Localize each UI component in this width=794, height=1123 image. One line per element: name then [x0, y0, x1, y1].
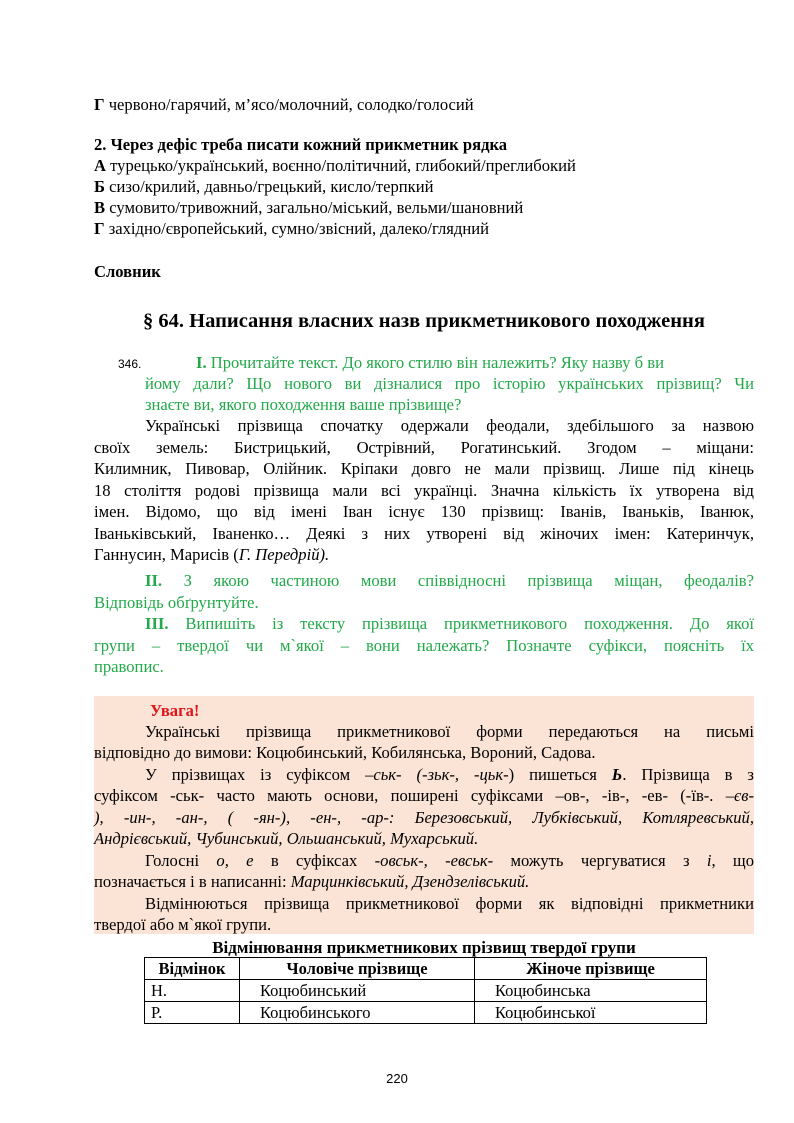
text-line-6: Іваньківський, Іваненко… Деякі з них утворені від жіночих імен: Катеринчук, — [94, 524, 754, 543]
text-line-1: Українські прізвища спочатку одержали феодали, здебільшого за назвою — [145, 416, 754, 435]
attention-p2-line-1: У прізвищах із суфіксом –ськ- (-зьк-, -цьк-) пишеться Ь. Прізвища в з — [145, 765, 754, 784]
text-line-7: Ганнусин, Марисів (Г. Передрій). — [94, 545, 330, 564]
exercise-task-3-line-3: правопис. — [94, 657, 164, 676]
table-header-case: Відмінок — [145, 958, 240, 980]
section-title: § 64. Написання власних назв прикметникового походження — [143, 310, 705, 332]
attention-p2-line-2: суфіксом -ськ- часто мають основи, поширені суфіксами –ов-, -ів-, -ев- (-їв-. –єв- — [94, 786, 754, 805]
attention-p3-line-1: Голосні о, е в суфіксах -овськ-, -евськ- можуть чергуватися з і, що — [145, 851, 755, 870]
attention-p1-line-1: Українські прізвища прикметникової форми передаються на письмі — [145, 722, 754, 741]
text-line-5: імен. Відомо, що від імені Іван існує 130 прізвищ: Іванів, Іваньків, Іванюк, — [94, 502, 754, 521]
declension-table — [144, 957, 707, 1024]
exercise-task-1-line-2: йому дали? Що нового ви дізналися про історію українських прізвищ? Чи — [145, 374, 754, 393]
text-line-4: 18 століття родові прізвища мали всі українці. Значна кількість їх утворена від — [94, 481, 754, 500]
table-title: Відмінювання прикметникових прізвищ твердої групи — [212, 938, 636, 957]
table-cell: Коцюбинська — [475, 980, 707, 1002]
task-2-option-a: А турецько/український, воєнно/політичний, глибокий/преглибокий — [94, 156, 576, 175]
attention-p2-line-4: Андрієвський, Чубинський, Ольшанський, Мухарський. — [94, 829, 479, 848]
table-cell: Коцюбинський — [240, 980, 475, 1002]
task-2-option-b: Б сизо/крилий, давньо/грецький, кисло/терпкий — [94, 177, 434, 196]
author: Г. Передрій). — [238, 545, 330, 564]
table-row — [145, 1002, 707, 1024]
table-cell: Н. — [145, 980, 240, 1002]
exercise-task-3-line-2: групи – твердої чи м`якої – вони належать? Позначте суфікси, поясніть їх — [94, 636, 754, 655]
attention-p4-line-2: твердої або м`якої групи. — [94, 915, 272, 934]
table-header-row — [145, 958, 707, 980]
attention-title: Увага! — [150, 701, 200, 720]
exercise-task-3-line-1: ІІІ. Випишіть із тексту прізвища прикметникового походження. До якої — [145, 614, 754, 633]
table-header-masculine: Чоловіче прізвище — [240, 958, 475, 980]
table-cell: Коцюбинської — [475, 1002, 707, 1024]
exercise-task-2-line-2: Відповідь обґрунтуйте. — [94, 593, 259, 612]
text-line-3: Килимник, Пивовар, Олійник. Кріпаки довго не мали прізвищ. Лише під кінець — [94, 459, 754, 478]
table-cell: Р. — [145, 1002, 240, 1024]
attention-p2-line-3: ), -ин-, -ан-, ( -ян-), -ен-, -ар-: Березовський, Лубківський, Котляревський, — [94, 808, 754, 827]
exercise-number: 346. — [118, 357, 142, 371]
attention-p3-line-2: позначається і в написанні: Марцинківський, Дзендзелівський. — [94, 872, 530, 891]
task-2-option-g: Г західно/європейський, сумно/звісний, далеко/глядний — [94, 219, 489, 238]
table-row — [145, 980, 707, 1002]
page-number: 220 — [386, 1071, 408, 1086]
table-header-feminine: Жіноче прізвище — [475, 958, 707, 980]
task-option-g-prev: Г червоно/гарячий, м’ясо/молочний, солодко/голосий — [94, 95, 474, 114]
attention-p4-line-1: Відмінюються прізвища прикметникової форми як відповідні прикметники — [145, 894, 754, 913]
table-cell: Коцюбинського — [240, 1002, 475, 1024]
exercise-task-2-line-1: ІІ. З якою частиною мови співвідносні прізвища міщан, феодалів? — [145, 571, 754, 590]
attention-p1-line-2: відповідно до вимови: Коцюбинський, Кобилянська, Вороний, Садова. — [94, 743, 596, 762]
task-2-option-v: В сумовито/тривожний, загально/міський, вельми/шановний — [94, 198, 524, 217]
exercise-task-1-line-3: знаєте ви, якого походження ваше прізвище? — [145, 395, 462, 414]
task-2-title: 2. Через дефіс треба писати кожний прикметник рядка — [94, 135, 508, 154]
exercise-task-1-line-1: І. Прочитайте текст. До якого стилю він належить? Яку назву б ви — [196, 353, 664, 372]
text-line-2: своїх земель: Бистрицький, Острівний, Рогатинський. Згодом – міщани: — [94, 438, 754, 457]
dictionary-label: Словник — [94, 262, 161, 281]
